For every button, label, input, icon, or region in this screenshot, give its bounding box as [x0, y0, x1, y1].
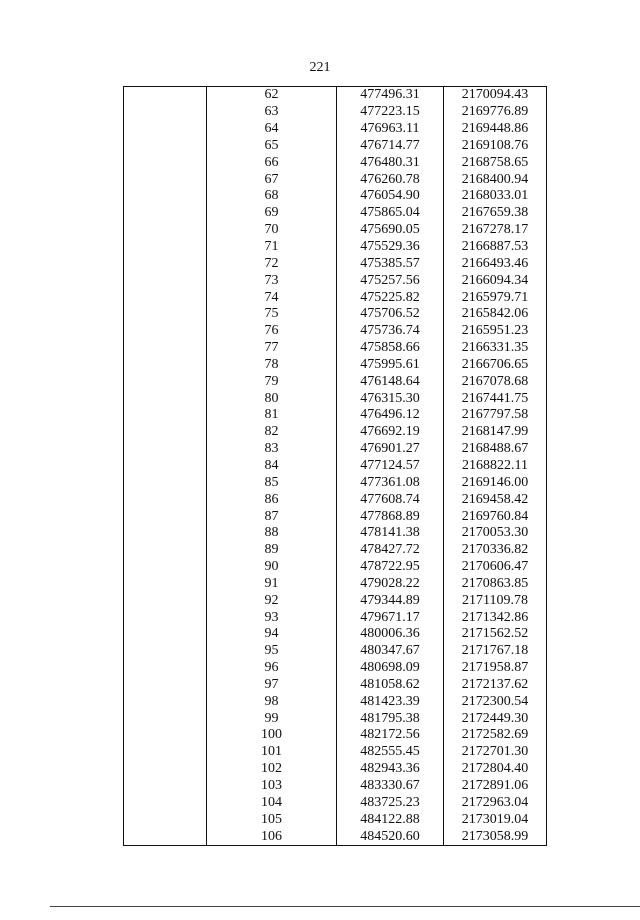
empty-cell	[124, 828, 207, 845]
vertex-number-cell: 94	[207, 626, 337, 643]
empty-cell	[124, 205, 207, 222]
y-coordinate-cell: 2171958.87	[444, 660, 547, 677]
vertex-number-cell: 66	[207, 154, 337, 171]
empty-cell	[124, 525, 207, 542]
empty-cell	[124, 542, 207, 559]
empty-cell	[124, 424, 207, 441]
table-row	[124, 778, 547, 795]
vertex-number-cell: 88	[207, 525, 337, 542]
vertex-number-cell: 77	[207, 340, 337, 357]
empty-cell	[124, 677, 207, 694]
x-coordinate-cell: 475225.82	[337, 289, 444, 306]
x-coordinate-cell: 475706.52	[337, 306, 444, 323]
x-coordinate-cell: 475257.56	[337, 272, 444, 289]
x-coordinate-cell: 477361.08	[337, 474, 444, 491]
table-row	[124, 727, 547, 744]
vertex-number-cell: 99	[207, 710, 337, 727]
y-coordinate-cell: 2166493.46	[444, 255, 547, 272]
table-row	[124, 87, 547, 104]
x-coordinate-cell: 476496.12	[337, 407, 444, 424]
x-coordinate-cell: 477223.15	[337, 104, 444, 121]
empty-cell	[124, 491, 207, 508]
vertex-number-cell: 103	[207, 778, 337, 795]
vertex-number-cell: 85	[207, 474, 337, 491]
vertex-number-cell: 64	[207, 121, 337, 138]
table-row	[124, 592, 547, 609]
table-row	[124, 508, 547, 525]
y-coordinate-cell: 2165842.06	[444, 306, 547, 323]
y-coordinate-cell: 2172300.54	[444, 693, 547, 710]
y-coordinate-cell: 2169760.84	[444, 508, 547, 525]
vertex-number-cell: 71	[207, 239, 337, 256]
y-coordinate-cell: 2167441.75	[444, 390, 547, 407]
empty-cell	[124, 121, 207, 138]
vertex-number-cell: 70	[207, 222, 337, 239]
empty-cell	[124, 390, 207, 407]
vertex-number-cell: 87	[207, 508, 337, 525]
empty-cell	[124, 340, 207, 357]
table-row	[124, 390, 547, 407]
y-coordinate-cell: 2168033.01	[444, 188, 547, 205]
x-coordinate-cell: 477868.89	[337, 508, 444, 525]
y-coordinate-cell: 2172137.62	[444, 677, 547, 694]
x-coordinate-cell: 480347.67	[337, 643, 444, 660]
x-coordinate-cell: 482555.45	[337, 744, 444, 761]
vertex-number-cell: 63	[207, 104, 337, 121]
y-coordinate-cell: 2166887.53	[444, 239, 547, 256]
table-row	[124, 626, 547, 643]
empty-cell	[124, 508, 207, 525]
empty-cell	[124, 710, 207, 727]
empty-cell	[124, 592, 207, 609]
vertex-number-cell: 82	[207, 424, 337, 441]
table-row	[124, 744, 547, 761]
y-coordinate-cell: 2169108.76	[444, 138, 547, 155]
y-coordinate-cell: 2170094.43	[444, 87, 547, 104]
table-row	[124, 794, 547, 811]
x-coordinate-cell: 484122.88	[337, 811, 444, 828]
y-coordinate-cell: 2167797.58	[444, 407, 547, 424]
coordinates-table-body	[124, 87, 547, 846]
vertex-number-cell: 75	[207, 306, 337, 323]
y-coordinate-cell: 2167659.38	[444, 205, 547, 222]
table-row	[124, 373, 547, 390]
empty-cell	[124, 474, 207, 491]
x-coordinate-cell: 476480.31	[337, 154, 444, 171]
table-row	[124, 677, 547, 694]
x-coordinate-cell: 476692.19	[337, 424, 444, 441]
y-coordinate-cell: 2171342.86	[444, 609, 547, 626]
empty-cell	[124, 609, 207, 626]
x-coordinate-cell: 478722.95	[337, 559, 444, 576]
table-row	[124, 138, 547, 155]
x-coordinate-cell: 475529.36	[337, 239, 444, 256]
y-coordinate-cell: 2173058.99	[444, 828, 547, 845]
y-coordinate-cell: 2172449.30	[444, 710, 547, 727]
vertex-number-cell: 81	[207, 407, 337, 424]
table-row	[124, 323, 547, 340]
table-row	[124, 239, 547, 256]
x-coordinate-cell: 481795.38	[337, 710, 444, 727]
x-coordinate-cell: 482172.56	[337, 727, 444, 744]
table-row	[124, 458, 547, 475]
x-coordinate-cell: 478141.38	[337, 525, 444, 542]
x-coordinate-cell: 477608.74	[337, 491, 444, 508]
y-coordinate-cell: 2171767.18	[444, 643, 547, 660]
y-coordinate-cell: 2168400.94	[444, 171, 547, 188]
vertex-number-cell: 78	[207, 357, 337, 374]
vertex-number-cell: 97	[207, 677, 337, 694]
y-coordinate-cell: 2166706.65	[444, 357, 547, 374]
empty-cell	[124, 744, 207, 761]
table-row	[124, 289, 547, 306]
x-coordinate-cell: 475995.61	[337, 357, 444, 374]
empty-cell	[124, 323, 207, 340]
table-row	[124, 357, 547, 374]
vertex-number-cell: 98	[207, 693, 337, 710]
empty-cell	[124, 154, 207, 171]
y-coordinate-cell: 2172804.40	[444, 761, 547, 778]
table-row	[124, 306, 547, 323]
y-coordinate-cell: 2166331.35	[444, 340, 547, 357]
x-coordinate-cell: 476054.90	[337, 188, 444, 205]
x-coordinate-cell: 480006.36	[337, 626, 444, 643]
empty-cell	[124, 778, 207, 795]
vertex-number-cell: 95	[207, 643, 337, 660]
y-coordinate-cell: 2165951.23	[444, 323, 547, 340]
x-coordinate-cell: 479671.17	[337, 609, 444, 626]
x-coordinate-cell: 475865.04	[337, 205, 444, 222]
table-row	[124, 643, 547, 660]
y-coordinate-cell: 2170053.30	[444, 525, 547, 542]
y-coordinate-cell: 2169458.42	[444, 491, 547, 508]
y-coordinate-cell: 2168488.67	[444, 441, 547, 458]
y-coordinate-cell: 2170863.85	[444, 575, 547, 592]
empty-cell	[124, 626, 207, 643]
x-coordinate-cell: 476148.64	[337, 373, 444, 390]
x-coordinate-cell: 481423.39	[337, 693, 444, 710]
x-coordinate-cell: 475385.57	[337, 255, 444, 272]
empty-cell	[124, 575, 207, 592]
empty-cell	[124, 87, 207, 104]
empty-cell	[124, 357, 207, 374]
vertex-number-cell: 100	[207, 727, 337, 744]
x-coordinate-cell: 476714.77	[337, 138, 444, 155]
vertex-number-cell: 101	[207, 744, 337, 761]
x-coordinate-cell: 480698.09	[337, 660, 444, 677]
x-coordinate-cell: 476901.27	[337, 441, 444, 458]
x-coordinate-cell: 476963.11	[337, 121, 444, 138]
empty-cell	[124, 188, 207, 205]
y-coordinate-cell: 2172891.06	[444, 778, 547, 795]
empty-cell	[124, 306, 207, 323]
vertex-number-cell: 73	[207, 272, 337, 289]
empty-cell	[124, 761, 207, 778]
empty-cell	[124, 458, 207, 475]
vertex-number-cell: 67	[207, 171, 337, 188]
x-coordinate-cell: 483330.67	[337, 778, 444, 795]
empty-cell	[124, 373, 207, 390]
table-row	[124, 828, 547, 845]
table-row	[124, 171, 547, 188]
vertex-number-cell: 80	[207, 390, 337, 407]
x-coordinate-cell: 478427.72	[337, 542, 444, 559]
vertex-number-cell: 62	[207, 87, 337, 104]
y-coordinate-cell: 2170606.47	[444, 559, 547, 576]
empty-cell	[124, 441, 207, 458]
y-coordinate-cell: 2169776.89	[444, 104, 547, 121]
x-coordinate-cell: 475736.74	[337, 323, 444, 340]
vertex-number-cell: 69	[207, 205, 337, 222]
x-coordinate-cell: 481058.62	[337, 677, 444, 694]
vertex-number-cell: 68	[207, 188, 337, 205]
empty-cell	[124, 104, 207, 121]
y-coordinate-cell: 2171109.78	[444, 592, 547, 609]
vertex-number-cell: 84	[207, 458, 337, 475]
x-coordinate-cell: 479344.89	[337, 592, 444, 609]
bottom-rule	[50, 906, 640, 907]
x-coordinate-cell: 479028.22	[337, 575, 444, 592]
empty-cell	[124, 255, 207, 272]
table-row	[124, 255, 547, 272]
table-row	[124, 811, 547, 828]
table-row	[124, 188, 547, 205]
empty-cell	[124, 171, 207, 188]
table-row	[124, 272, 547, 289]
vertex-number-cell: 96	[207, 660, 337, 677]
vertex-number-cell: 65	[207, 138, 337, 155]
y-coordinate-cell: 2168147.99	[444, 424, 547, 441]
table-row	[124, 154, 547, 171]
y-coordinate-cell: 2169146.00	[444, 474, 547, 491]
table-row	[124, 441, 547, 458]
table-row	[124, 121, 547, 138]
x-coordinate-cell: 475858.66	[337, 340, 444, 357]
vertex-number-cell: 93	[207, 609, 337, 626]
table-row	[124, 205, 547, 222]
y-coordinate-cell: 2167278.17	[444, 222, 547, 239]
vertex-number-cell: 91	[207, 575, 337, 592]
coordinates-table	[123, 86, 547, 846]
empty-cell	[124, 239, 207, 256]
table-row	[124, 575, 547, 592]
table-row	[124, 407, 547, 424]
y-coordinate-cell: 2167078.68	[444, 373, 547, 390]
vertex-number-cell: 92	[207, 592, 337, 609]
vertex-number-cell: 74	[207, 289, 337, 306]
empty-cell	[124, 811, 207, 828]
table-row	[124, 660, 547, 677]
empty-cell	[124, 407, 207, 424]
table-row	[124, 710, 547, 727]
table-row	[124, 559, 547, 576]
vertex-number-cell: 79	[207, 373, 337, 390]
y-coordinate-cell: 2172963.04	[444, 794, 547, 811]
vertex-number-cell: 76	[207, 323, 337, 340]
empty-cell	[124, 794, 207, 811]
y-coordinate-cell: 2172582.69	[444, 727, 547, 744]
y-coordinate-cell: 2168758.65	[444, 154, 547, 171]
table-row	[124, 525, 547, 542]
empty-cell	[124, 660, 207, 677]
y-coordinate-cell: 2168822.11	[444, 458, 547, 475]
empty-cell	[124, 727, 207, 744]
x-coordinate-cell: 477496.31	[337, 87, 444, 104]
table-row	[124, 491, 547, 508]
table-row	[124, 761, 547, 778]
vertex-number-cell: 102	[207, 761, 337, 778]
x-coordinate-cell: 476260.78	[337, 171, 444, 188]
empty-cell	[124, 222, 207, 239]
vertex-number-cell: 83	[207, 441, 337, 458]
page-number: 221	[309, 60, 331, 75]
vertex-number-cell: 72	[207, 255, 337, 272]
table-row	[124, 542, 547, 559]
y-coordinate-cell: 2165979.71	[444, 289, 547, 306]
y-coordinate-cell: 2172701.30	[444, 744, 547, 761]
y-coordinate-cell: 2171562.52	[444, 626, 547, 643]
y-coordinate-cell: 2169448.86	[444, 121, 547, 138]
y-coordinate-cell: 2170336.82	[444, 542, 547, 559]
empty-cell	[124, 559, 207, 576]
table-row	[124, 693, 547, 710]
x-coordinate-cell: 475690.05	[337, 222, 444, 239]
empty-cell	[124, 289, 207, 306]
table-row	[124, 222, 547, 239]
vertex-number-cell: 104	[207, 794, 337, 811]
x-coordinate-cell: 482943.36	[337, 761, 444, 778]
empty-cell	[124, 643, 207, 660]
vertex-number-cell: 90	[207, 559, 337, 576]
table-row	[124, 474, 547, 491]
empty-cell	[124, 693, 207, 710]
table-row	[124, 104, 547, 121]
y-coordinate-cell: 2166094.34	[444, 272, 547, 289]
x-coordinate-cell: 484520.60	[337, 828, 444, 845]
table-row	[124, 609, 547, 626]
empty-cell	[124, 138, 207, 155]
vertex-number-cell: 105	[207, 811, 337, 828]
x-coordinate-cell: 483725.23	[337, 794, 444, 811]
vertex-number-cell: 89	[207, 542, 337, 559]
vertex-number-cell: 106	[207, 828, 337, 845]
x-coordinate-cell: 476315.30	[337, 390, 444, 407]
vertex-number-cell: 86	[207, 491, 337, 508]
table-row	[124, 424, 547, 441]
table-row	[124, 340, 547, 357]
empty-cell	[124, 272, 207, 289]
x-coordinate-cell: 477124.57	[337, 458, 444, 475]
y-coordinate-cell: 2173019.04	[444, 811, 547, 828]
